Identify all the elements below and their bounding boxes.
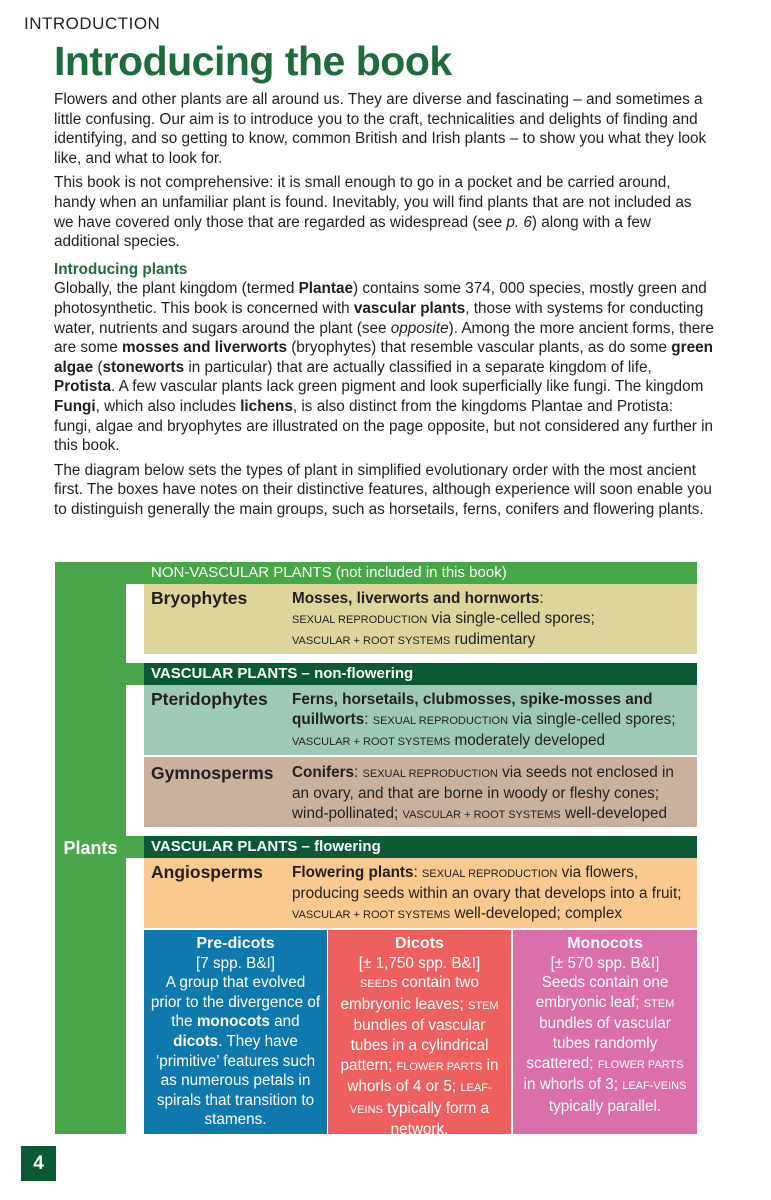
smallcaps-label: VASCULAR + ROOT SYSTEMS [292,736,451,748]
band-vascular-nonflowering [144,663,697,685]
term-protista: Protista [54,378,111,396]
group-description [292,863,689,925]
subgroup-monocots [513,930,697,1134]
group-angiosperms [144,858,697,928]
text-run: : [364,711,373,728]
smallcaps-label: FLOWER PARTS [396,1060,483,1073]
group-name: Gymnosperms [151,763,274,783]
group-pteridophytes [144,685,697,755]
text-run: ) along with a few additional species. [54,213,651,251]
smallcaps-label: LEAF-VEINS [622,1080,687,1093]
text-run: rudimentary [450,631,536,648]
reference-opposite: opposite [390,319,449,337]
species-count: [7 spp. B&I] [195,954,276,972]
page-title: Introducing the book [54,38,452,84]
plants-root-box [55,562,126,1134]
band-label-rest: – non-flowering [297,665,414,682]
group-name: Bryophytes [151,588,248,608]
group-description [292,763,689,825]
smallcaps-label: SEXUAL REPRODUCTION [362,768,498,780]
group-name: Angiosperms [151,862,263,882]
smallcaps-label: SEXUAL REPRODUCTION [372,715,509,727]
smallcaps-label: SEEDS [360,978,398,991]
text-run: typically parallel. [548,1097,662,1115]
species-count: [± 1,750 spp. B&I] [358,954,481,972]
subgroup-dicots [328,930,511,1139]
subgroup-predicots [144,930,327,1134]
text-run: via single-celled spores; [427,610,595,627]
text-run: in whorls of 4 or 5; [347,1056,499,1096]
text-run: via flowers, producing seeds within an ovary that develops into a fruit; [292,864,682,902]
intro-paragraph-1: Flowers and other plants are all around us. They are diverse and fascinating – and sometimes a little confusing. Our aim is to introduce you to the craft, technicalities and delights of finding and identifying, and so getting to know, common British and Irish plants – to show you what they look like, and what to look for. [54,91,707,167]
band-nonvascular: NON-VASCULAR PLANTS (not included in this book) [144,562,697,584]
text-run: well-developed [560,805,668,822]
text-run: Seeds contain one embryonic leaf; [535,974,669,1011]
subgroup-description [144,973,327,1130]
subgroup-description [328,973,511,1140]
body-text [54,90,714,524]
text-run: . A few vascular plants lack green pigment and look superficially like fungi. The kingdom [110,378,704,396]
smallcaps-label: FLOWER PARTS [597,1058,684,1071]
intro-paragraph-2 [54,173,714,251]
text-run: (bryophytes) that resemble vascular plants, as do some [286,339,672,357]
page-number: 4 [21,1146,56,1181]
term-stoneworts: stoneworts [102,358,185,376]
subgroup-description [513,973,697,1116]
text-run: in particular) that are actually classified in a separate kingdom of life, [184,358,652,376]
text-run: : [413,864,423,881]
text-run: bundles of vascular tubes in a cylindrical pattern; [340,1017,489,1074]
smallcaps-label: VASCULAR + ROOT SYSTEMS [292,635,451,647]
text-run: ) contains some 374, 000 species, mostly green and photosynthetic. This book is concerned with [54,280,707,317]
text-run: and [269,1013,300,1031]
term-mosses: mosses and liverworts [122,339,287,357]
group-lead: Conifers [292,764,355,781]
smallcaps-label: SEXUAL REPRODUCTION [422,868,558,880]
band-label-rest: – flowering [297,838,381,855]
group-bryophytes [144,584,697,654]
band-label-bold: VASCULAR PLANTS [151,838,298,855]
text-run: ). Among the more ancient forms, there are some [54,319,714,357]
group-gymnosperms [144,757,697,827]
term-monocots: monocots [196,1013,270,1031]
plants-paragraph [54,279,714,455]
subgroup-name: Monocots [567,935,643,952]
subgroup-name: Pre-dicots [196,935,275,952]
text-run: via seeds not enclosed in an ovary, and that are borne in woody or fleshy cones; wind-pollinated; [292,764,674,822]
term-plantae: Plantae [298,280,354,298]
term-green-algae: green algae [54,339,713,376]
text-run: , which also includes [95,397,241,415]
smallcaps-label: STEM [643,997,675,1010]
subgroup-name: Dicots [395,935,444,952]
term-dicots: dicots [173,1032,219,1050]
text-run: moderately developed [450,732,605,749]
text-run: bundles of vascular tubes randomly scattered; [526,1015,671,1072]
group-lead: Mosses, liverworts and hornworts [292,590,540,607]
smallcaps-label: VASCULAR + ROOT SYSTEMS [402,809,561,821]
plants-label: Plants [63,837,118,858]
smallcaps-label: STEM [467,999,499,1012]
term-lichens: lichens [240,397,293,415]
smallcaps-label: LEAF-VEINS [349,1082,492,1116]
text-run: via single-celled spores; [508,711,676,728]
species-count: [± 570 spp. B&I] [550,954,660,972]
text-run: : [539,590,544,607]
connector-vascular-flowering [126,836,144,858]
group-lead: Flowering plants [292,864,414,881]
text-run: , those with systems for conducting water, nutrients and sugars around the plant (see [54,299,704,337]
text-run: in whorls of 3; [523,1076,623,1094]
term-vascular-plants: vascular plants [353,299,466,317]
text-run: This book is not comprehensive: it is small enough to go in a pocket and be carried around, handy when an unfamiliar plant is found. Inevitably, you will find plants that are not included as we have covered only those that are regarded as widespread (see [54,174,692,231]
group-description [292,589,689,651]
group-description [292,690,689,752]
text-run: , is also distinct from the kingdoms Plantae and Protista: fungi, algae and bryophytes are illustrated on the page opposite, but not considered any further in this book. [54,397,714,455]
text-run: well-developed; complex [450,905,622,922]
section-label: INTRODUCTION [24,14,161,33]
page-reference: p. 6 [506,213,532,231]
text-run: contain two embryonic leaves; [340,974,479,1013]
band-vascular-flowering [144,836,697,858]
smallcaps-label: VASCULAR + ROOT SYSTEMS [292,909,451,921]
subheading-introducing-plants: Introducing plants [54,260,188,278]
text-run: A group that evolved prior to the divergence of the [150,974,321,1031]
text-run: typically form a network. [382,1099,490,1139]
connector-vascular-nonflowering [126,663,144,685]
smallcaps-label: SEXUAL REPRODUCTION [292,614,428,626]
term-fungi: Fungi [54,397,96,415]
group-name: Pteridophytes [151,689,268,709]
diagram-paragraph: The diagram below sets the types of plant in simplified evolutionary order with the most ancient first. The boxes have notes on their distinctive features, although experience will soon enable you to distinguish generally the main groups, such as horsetails, ferns, conifers and flowering plants. [54,461,712,518]
text-run: ( [93,358,103,376]
text-run: . They have ‘primitive’ features such as numerous petals in spirals that transition to stamens. [155,1032,316,1129]
text-run: Globally, the plant kingdom (termed [54,280,299,298]
text-run: : [354,764,363,781]
group-lead: Ferns, horsetails, clubmosses, spike-mosses and quillworts [292,691,653,728]
connector-nonvascular [126,562,144,584]
band-label-bold: VASCULAR PLANTS [151,665,298,682]
